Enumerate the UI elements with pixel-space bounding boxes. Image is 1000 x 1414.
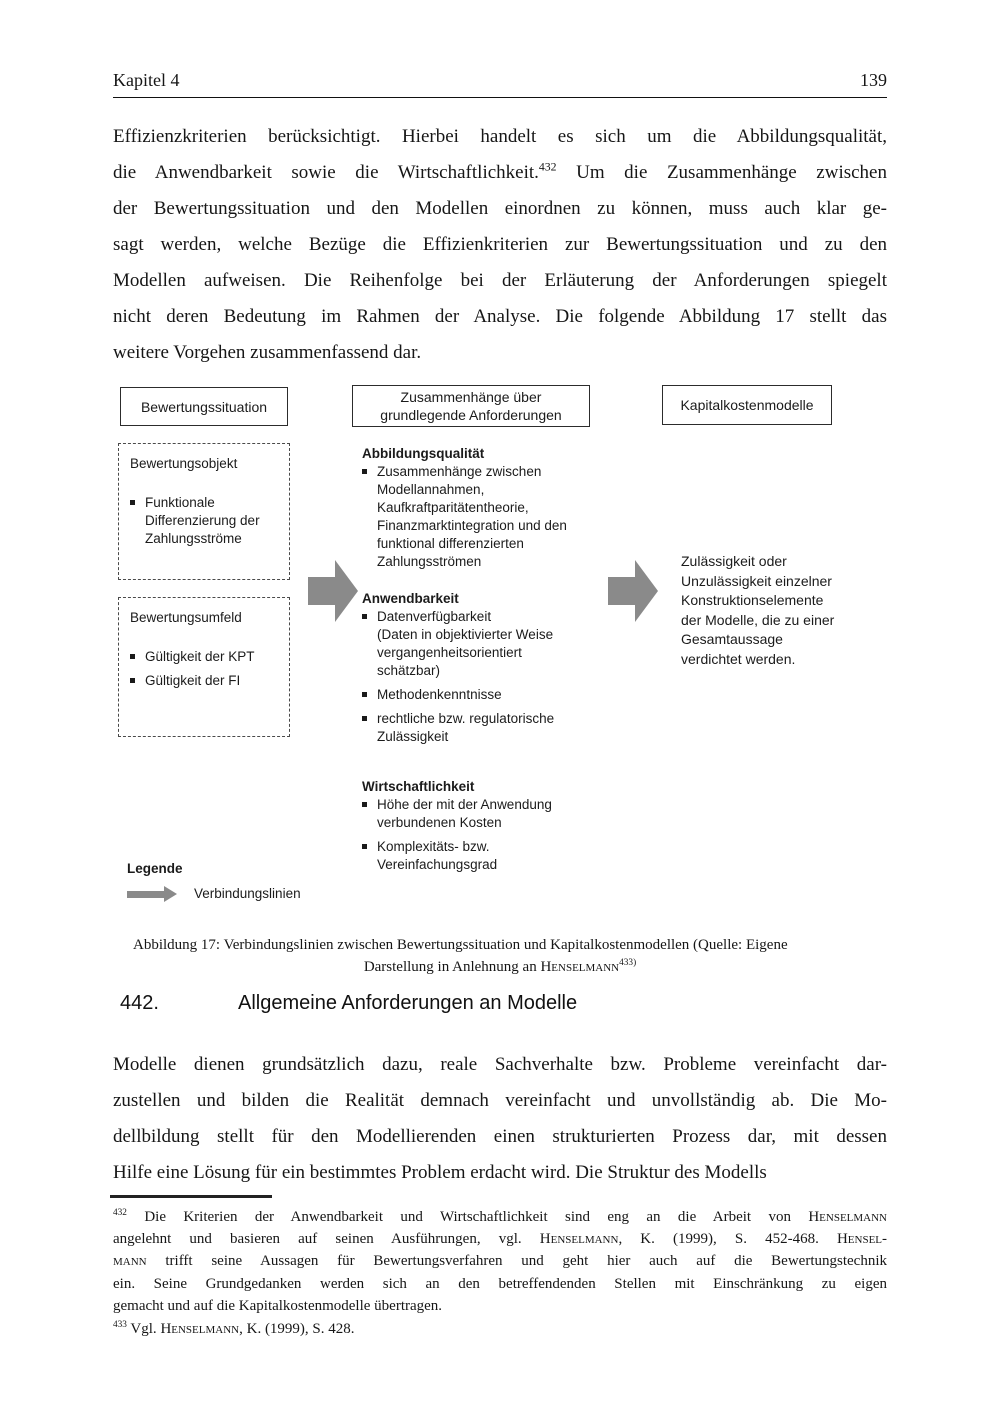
footnote-432: $^{432}$ Die Kriterien der Anwendbarkeit und Wirtschaftlichkeit sind eng an die Arbeit von Henselmann angelehnt und basieren auf seinen Ausführungen, vgl. Henselmann, K. (1999), S. 452-468. Hensel- mann trifft seine Aussagen für Bewertungsverfahren und geht hier auch auf die Bewertungstechnik ein. Seine Grundgedanken werden sich an den betreffendenden Stellen mit Einschränkung zu eigen gemacht und auf die Kapitalkostenmodelle übertragen. [113, 1207, 887, 1315]
figure-17-diagram [113, 382, 887, 932]
right-arrow-icon [608, 560, 658, 622]
criteria-wirtschaftlichkeit [362, 778, 602, 874]
footnotes [113, 1206, 887, 1340]
figure-caption: Abbildung 17: Verbindungslinien zwischen Bewertungssituation und Kapitalkostenmodellen (Quelle: Eigene Darstellung in Anlehnung an Henselmann$^{433)}$ [133, 937, 788, 975]
list-item [130, 494, 279, 548]
bewertungsumfeld-title: Bewertungsumfeld [130, 610, 242, 625]
section-heading [113, 992, 887, 1015]
box-bewertungssituation [120, 387, 288, 426]
criteria-abbildungsqualitaet [362, 445, 602, 571]
bullet-square-icon [362, 802, 367, 807]
bullet-text: Datenverfügbarkeit (Daten in objektivierter Weise vergangenheitsorientiert schätzbar) [377, 609, 554, 678]
bullet-text: Zusammenhänge zwischen Modellannahmen, Kaufkraftparitätentheorie, Finanzmarktintegration und den funktional differenzierten Zahlungsströmen [377, 464, 567, 569]
paragraph-1: Effizienzkriterien berücksichtigt. Hierbei handelt es sich um die Abbildungsqualität, die Anwendbarkeit sowie die Wirtschaftlichkeit.$^{432}$ Um die Zusammenhänge zwischen der Bewertungssituation und den Modellen einordnen zu können, muss auch klar ge- sagt werden, welche Bezüge die Effizienkriterien zur Bewertungssituation und zu den Modellen aufweisen. Die Reihenfolge bei der Erläuterung der Anforderungen spiegelt nicht deren Bedeutung im Rahmen der Analyse. Die folgende Abbildung 17 stellt das weitere Vorgehen zusammenfassend dar. [113, 126, 887, 363]
bullet-square-icon [130, 500, 135, 505]
legend [127, 860, 301, 903]
list-item [362, 838, 602, 874]
criteria-title: Wirtschaftlichkeit [362, 779, 475, 794]
page-header [113, 70, 887, 98]
box-kapitalkostenmodelle [662, 385, 832, 425]
page-number: 139 [860, 70, 887, 90]
paragraph-2: Modelle dienen grundsätzlich dazu, reale Sachverhalte bzw. Probleme vereinfacht dar- zustellen und bilden die Realität demnach vereinfacht und unvollständig ab. Die Mo- dellbildung stellt für den Modellierenden einen strukturierten Prozess dar, mit dessen Hilfe eine Lösung für ein bestimmtes Problem erdacht wird. Die Struktur des Modells [113, 1054, 887, 1183]
bullet-square-icon [362, 614, 367, 619]
bullet-square-icon [362, 692, 367, 697]
list-item [130, 672, 279, 690]
bullet-text: Komplexitäts- bzw. Vereinfachungsgrad [377, 839, 498, 872]
box-bewertungssituation-label: Bewertungssituation [140, 398, 268, 415]
criteria-column [362, 445, 602, 880]
right-arrow-icon [308, 560, 358, 622]
bullet-square-icon [362, 844, 367, 849]
box-kapitalkostenmodelle-label: Kapitalkostenmodelle [680, 397, 814, 413]
bullet-text: Funktionale Differenzierung der Zahlungsströme [145, 495, 260, 546]
bullet-text: rechtliche bzw. regulatorische Zulässigkeit [377, 711, 555, 744]
box-bewertungsobjekt [118, 443, 290, 580]
bullet-text: Gültigkeit der KPT [145, 649, 255, 664]
footnote-433: $^{433}$ Vgl. Henselmann, K. (1999), S. 428. [113, 1319, 355, 1337]
footnote-separator [110, 1195, 272, 1198]
section-number: 442. [120, 992, 159, 1014]
right-arrow-icon [127, 886, 177, 902]
chapter-label: Kapitel 4 [113, 70, 180, 90]
box-bewertungsumfeld [118, 597, 290, 737]
bullet-text: Methodenkenntnisse [377, 687, 502, 702]
list-item [362, 686, 602, 704]
criteria-anwendbarkeit [362, 590, 602, 746]
legend-label: Verbindungslinien [194, 886, 301, 901]
criteria-title: Abbildungsqualität [362, 446, 485, 461]
bullet-text: Gültigkeit der FI [145, 673, 241, 688]
result-text: Zulässigkeit oder Unzulässigkeit einzelner Konstruktionselemente der Modelle, die zu einer Gesamtaussage verdichtet werden. [681, 553, 835, 667]
bullet-square-icon [130, 678, 135, 683]
list-item [362, 463, 602, 571]
section-title: Allgemeine Anforderungen an Modelle [238, 992, 578, 1014]
list-item [130, 648, 279, 666]
list-item [362, 796, 602, 832]
box-zusammenhaenge [352, 385, 590, 427]
box-zusammenhaenge-label: Zusammenhänge über grundlegende Anforderungen [380, 389, 562, 423]
list-item [362, 710, 602, 746]
bullet-text: Höhe der mit der Anwendung verbundenen Kosten [377, 797, 552, 830]
legend-title: Legende [127, 861, 183, 876]
bewertungsobjekt-title: Bewertungsobjekt [130, 456, 238, 471]
bullet-square-icon [362, 716, 367, 721]
criteria-title: Anwendbarkeit [362, 591, 459, 606]
bullet-square-icon [130, 654, 135, 659]
list-item [362, 608, 602, 680]
bullet-square-icon [362, 469, 367, 474]
